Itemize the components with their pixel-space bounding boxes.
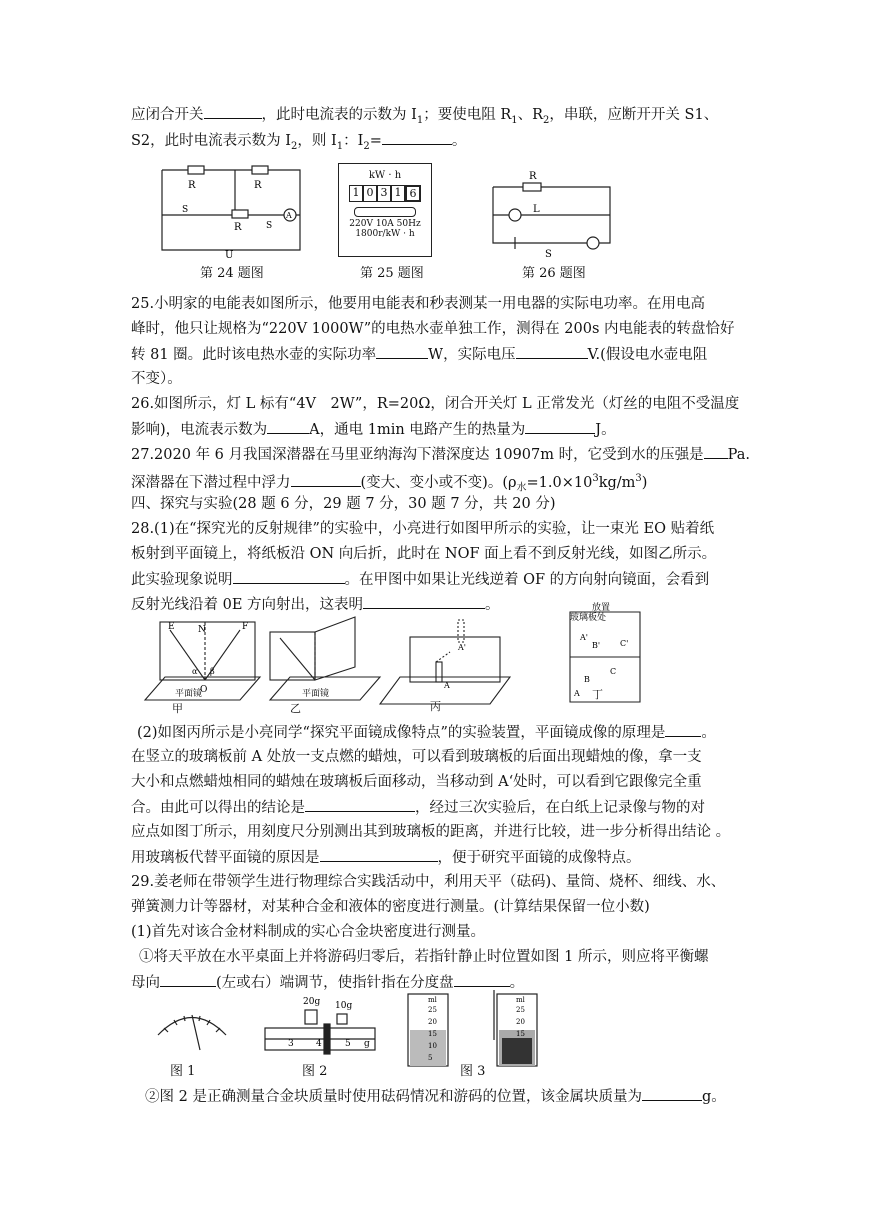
label-r: R — [529, 171, 537, 182]
label-s: S — [545, 249, 552, 260]
caption-ding: 丁 — [592, 688, 603, 701]
sub: 1 — [511, 114, 518, 126]
meter-spec: 220V 10A 50Hz — [349, 219, 421, 229]
text: 。 — [485, 597, 500, 613]
caption-yi: 乙 — [290, 702, 301, 715]
cyl-15: 15 — [428, 1030, 437, 1038]
answer-blank[interactable] — [516, 344, 588, 359]
cyl-25: 25 — [516, 1006, 525, 1014]
meter-unit: kW · h — [368, 170, 402, 181]
answer-blank[interactable] — [665, 722, 701, 737]
caption-fig2: 图 2 — [302, 1064, 328, 1079]
text: 用玻璃板代替平面镜的原因是 — [131, 850, 320, 866]
cyl-15: 15 — [516, 1030, 525, 1038]
cyl-20: 20 — [516, 1018, 525, 1026]
weight-10g: 10g — [335, 1001, 353, 1011]
text: S2，此时电流表示数为 I — [131, 133, 291, 149]
text: g。 — [701, 1089, 726, 1105]
sub: 2 — [291, 140, 298, 152]
section-4-heading: 四、探究与实验(28 题 6 分，29 题 7 分，30 题 7 分，共 20 分) — [131, 496, 556, 512]
q28-line-2: 板射到平面镜上，将纸板沿 ON 向后折，此时在 NOF 面上看不到反射光线，如图乙所示。 — [131, 546, 717, 562]
meter-spec: 1800r/kW · h — [355, 229, 415, 239]
q27-line-1 — [131, 444, 750, 465]
q29-line-6 — [145, 1086, 759, 1107]
label-u: U — [225, 250, 234, 261]
answer-blank[interactable] — [642, 1086, 702, 1101]
label-beta: β — [210, 667, 215, 676]
label-f: F — [242, 622, 249, 632]
q25-line-4: 不变）。 — [131, 371, 182, 387]
text: ) — [641, 474, 648, 491]
text: 合。由此可以得出的结论是 — [131, 800, 305, 816]
text: 。 — [451, 133, 467, 149]
answer-blank[interactable] — [267, 419, 309, 434]
q25-line-3 — [131, 344, 739, 365]
q28-line-9: 应点如图丁所示，用刻度尺分别测出其到玻璃板的距离，并进行比较，进一步分析得出结论 。 — [131, 824, 731, 840]
text: 。 — [509, 975, 525, 991]
q28-line-6: 在竖立的玻璃板前 A 处放一支点燃的蜡烛，可以看到玻璃板的后面出现蜡烛的像，拿一支 — [131, 749, 702, 765]
text: (2)如图丙所示是小亮同学“探究平面镜成像特点”的实验装置，平面镜成像的原理是 — [137, 725, 666, 741]
text: A，通电 1min 电路产生的热量为 — [309, 422, 526, 438]
label-r3: R — [234, 222, 242, 233]
label-s2: S — [266, 221, 273, 231]
text: 母向 — [131, 975, 160, 991]
answer-blank[interactable] — [376, 344, 428, 359]
sub: 1 — [416, 114, 424, 126]
text: ，此时电流表的示数为 I — [261, 107, 417, 123]
cyl-5: 5 — [428, 1054, 433, 1062]
fig25-caption: 第 25 题图 — [360, 266, 424, 281]
cyl-ml: ml — [428, 996, 437, 1004]
text: J。 — [595, 422, 616, 438]
q26-line-2 — [131, 419, 739, 440]
fig24-caption: 第 24 题图 — [200, 266, 264, 281]
text: =1.0×10 — [526, 474, 593, 491]
label-r1: R — [188, 180, 196, 191]
text: = — [369, 133, 382, 149]
text: ；要使电阻 R — [423, 107, 512, 123]
label-place: 放置 — [592, 603, 611, 613]
text: 转 81 圈。此时该电热水壶的实际功率 — [131, 347, 377, 363]
weight-20g: 20g — [303, 997, 321, 1007]
label-a-prime: A' — [458, 643, 466, 652]
label-r2: R — [254, 180, 262, 191]
q29-line-3: (1)首先对该合金材料制成的实心合金块密度进行测量。 — [131, 924, 486, 940]
label-c: C — [610, 667, 617, 676]
label-l: L — [533, 204, 540, 215]
cyl-25: 25 — [428, 1006, 437, 1014]
cyl-20: 20 — [428, 1018, 437, 1026]
answer-blank[interactable] — [320, 847, 438, 862]
label-a: A — [574, 689, 580, 698]
text: (左或右）端调节，使指针指在分度盘 — [216, 975, 454, 991]
q29-line-2: 弹簧测力计等器材，对某种合金和液体的密度进行测量。(计算结果保留一位小数) — [131, 899, 650, 915]
text: ，串联，应断开开关 S1、 — [549, 107, 719, 123]
label-a-prime: A' — [580, 633, 588, 642]
text: 应闭合开关 — [131, 107, 204, 123]
text: (变大、变小或不变)。(ρ — [360, 474, 517, 491]
answer-blank[interactable] — [382, 130, 452, 145]
text: 、R — [517, 107, 544, 123]
label-mirror: 平面镜 — [175, 689, 203, 699]
text: Pa. — [727, 447, 750, 463]
text: ，便于研究平面镜的成像特点。 — [437, 850, 641, 866]
fig25-meter — [338, 163, 432, 257]
label-a: A — [444, 681, 450, 690]
text: kg/m — [598, 474, 636, 491]
text: 影响)，电流表示数为 — [131, 422, 268, 438]
label-b-prime: B' — [592, 641, 601, 650]
q28-line-7: 大小和点燃蜡烛相同的蜡烛在玻璃板后面移动，当移动到 A‘处时，可以看到它跟像完全重 — [131, 774, 702, 790]
label-ammeter: A — [286, 211, 292, 220]
answer-blank[interactable] — [363, 594, 485, 609]
q24-line-1 — [131, 104, 739, 131]
answer-blank[interactable] — [204, 104, 262, 119]
meter-digit: 0 — [363, 185, 377, 202]
q28-line-1: 28.(1)在“探究光的反射规律”的实验中，小亮进行如图甲所示的实验，让一束光 EO 贴着纸 — [131, 521, 715, 537]
q25-line-2: 峰时，他只让规格为“220V 1000W”的电热水壶单独工作，测得在 200s 内电能表的转盘恰好 — [131, 321, 735, 337]
meter-digit: 1 — [349, 185, 363, 202]
answer-blank[interactable] — [291, 472, 361, 487]
scale-3: 3 — [288, 1039, 294, 1049]
caption-fig3: 图 3 — [460, 1064, 486, 1079]
text: ②图 2 是正确测量合金块质量时使用砝码情况和游码的位置，该金属块质量为 — [145, 1089, 642, 1105]
text: 此实验现象说明 — [131, 572, 233, 588]
answer-blank[interactable] — [305, 797, 415, 812]
scale-g: g — [364, 1039, 370, 1049]
fig26-circuit — [485, 165, 620, 260]
text: 反射光线沿着 0E 方向射出，这表明 — [131, 597, 364, 613]
label-mirror: 平面镜 — [302, 689, 330, 699]
text: 27.2020 年 6 月我国深潜器在马里亚纳海沟下潜深度达 10907m 时，它受到水的压强是 — [131, 447, 704, 463]
sub: 2 — [363, 140, 370, 152]
answer-blank[interactable] — [454, 972, 510, 987]
fig26-caption: 第 26 题图 — [522, 266, 586, 281]
scale-4: 4 — [316, 1039, 322, 1049]
caption-fig1: 图 1 — [170, 1064, 196, 1079]
q24-line-2 — [131, 130, 739, 157]
text: 。在甲图中如果让光线逆着 OF 的方向射向镜面，会看到 — [344, 572, 710, 588]
label-n: N — [198, 625, 206, 635]
text: ，则 I — [297, 133, 337, 149]
fig29-instruments — [140, 990, 560, 1075]
sub: 水 — [516, 482, 527, 494]
q28-line-8 — [131, 797, 739, 818]
text: ：I — [343, 133, 364, 149]
q28-line-3 — [131, 569, 739, 590]
meter-digit: 3 — [377, 185, 391, 202]
text: 深潜器在下潜过程中浮力 — [131, 474, 291, 491]
meter-digit: 1 — [391, 185, 405, 202]
label-b: B — [584, 675, 590, 684]
answer-blank[interactable] — [525, 419, 595, 434]
cyl-10: 10 — [428, 1042, 437, 1050]
fig24-circuit — [150, 160, 310, 260]
q28-line-10 — [131, 847, 739, 868]
caption-jia: 甲 — [172, 702, 183, 715]
text: V.(假设电水壶电阻 — [587, 347, 708, 363]
sup: 3 — [592, 473, 599, 484]
sup: 3 — [635, 473, 642, 484]
caption-bing: 丙 — [430, 700, 441, 713]
label-e: E — [168, 622, 175, 632]
text: ，经过三次实验后，在白纸上记录像与物的对 — [415, 800, 705, 816]
q28-line-5 — [137, 722, 739, 743]
cyl-ml: ml — [516, 996, 525, 1004]
q29-line-4: ①将天平放在水平桌面上并将游码归零后，若指针静止时位置如图 1 所示，则应将平衡螺 — [139, 949, 709, 965]
meter-digits — [339, 185, 431, 202]
meter-disc — [354, 207, 416, 217]
label-place: 玻璃板处 — [570, 613, 607, 623]
answer-blank[interactable] — [160, 972, 216, 987]
scale-5: 5 — [345, 1039, 351, 1049]
label-o: O — [200, 685, 208, 695]
label-s1: S — [182, 205, 189, 215]
text: 。 — [701, 725, 716, 741]
label-c-prime: C' — [620, 639, 629, 648]
label-alpha: α — [192, 667, 198, 676]
sub: 1 — [336, 140, 344, 152]
answer-blank[interactable] — [233, 569, 345, 584]
meter-digit: 6 — [405, 185, 421, 202]
q26-line-1: 26.如图所示，灯 L 标有“4V 2W”，R=20Ω，闭合开关灯 L 正常发光（灯丝的电阻不受温度 — [131, 396, 740, 412]
q29-line-1: 29.姜老师在带领学生进行物理综合实践活动中，利用天平（砝码)、量筒、烧杯、细线、水、 — [131, 874, 726, 890]
text: W，实际电压 — [428, 347, 516, 363]
answer-blank[interactable] — [704, 444, 728, 459]
sub: 2 — [543, 114, 550, 126]
q25-line-1: 25.小明家的电能表如图所示，他要用电能表和秒表测某一用电器的实际电功率。在用电高 — [131, 296, 706, 312]
